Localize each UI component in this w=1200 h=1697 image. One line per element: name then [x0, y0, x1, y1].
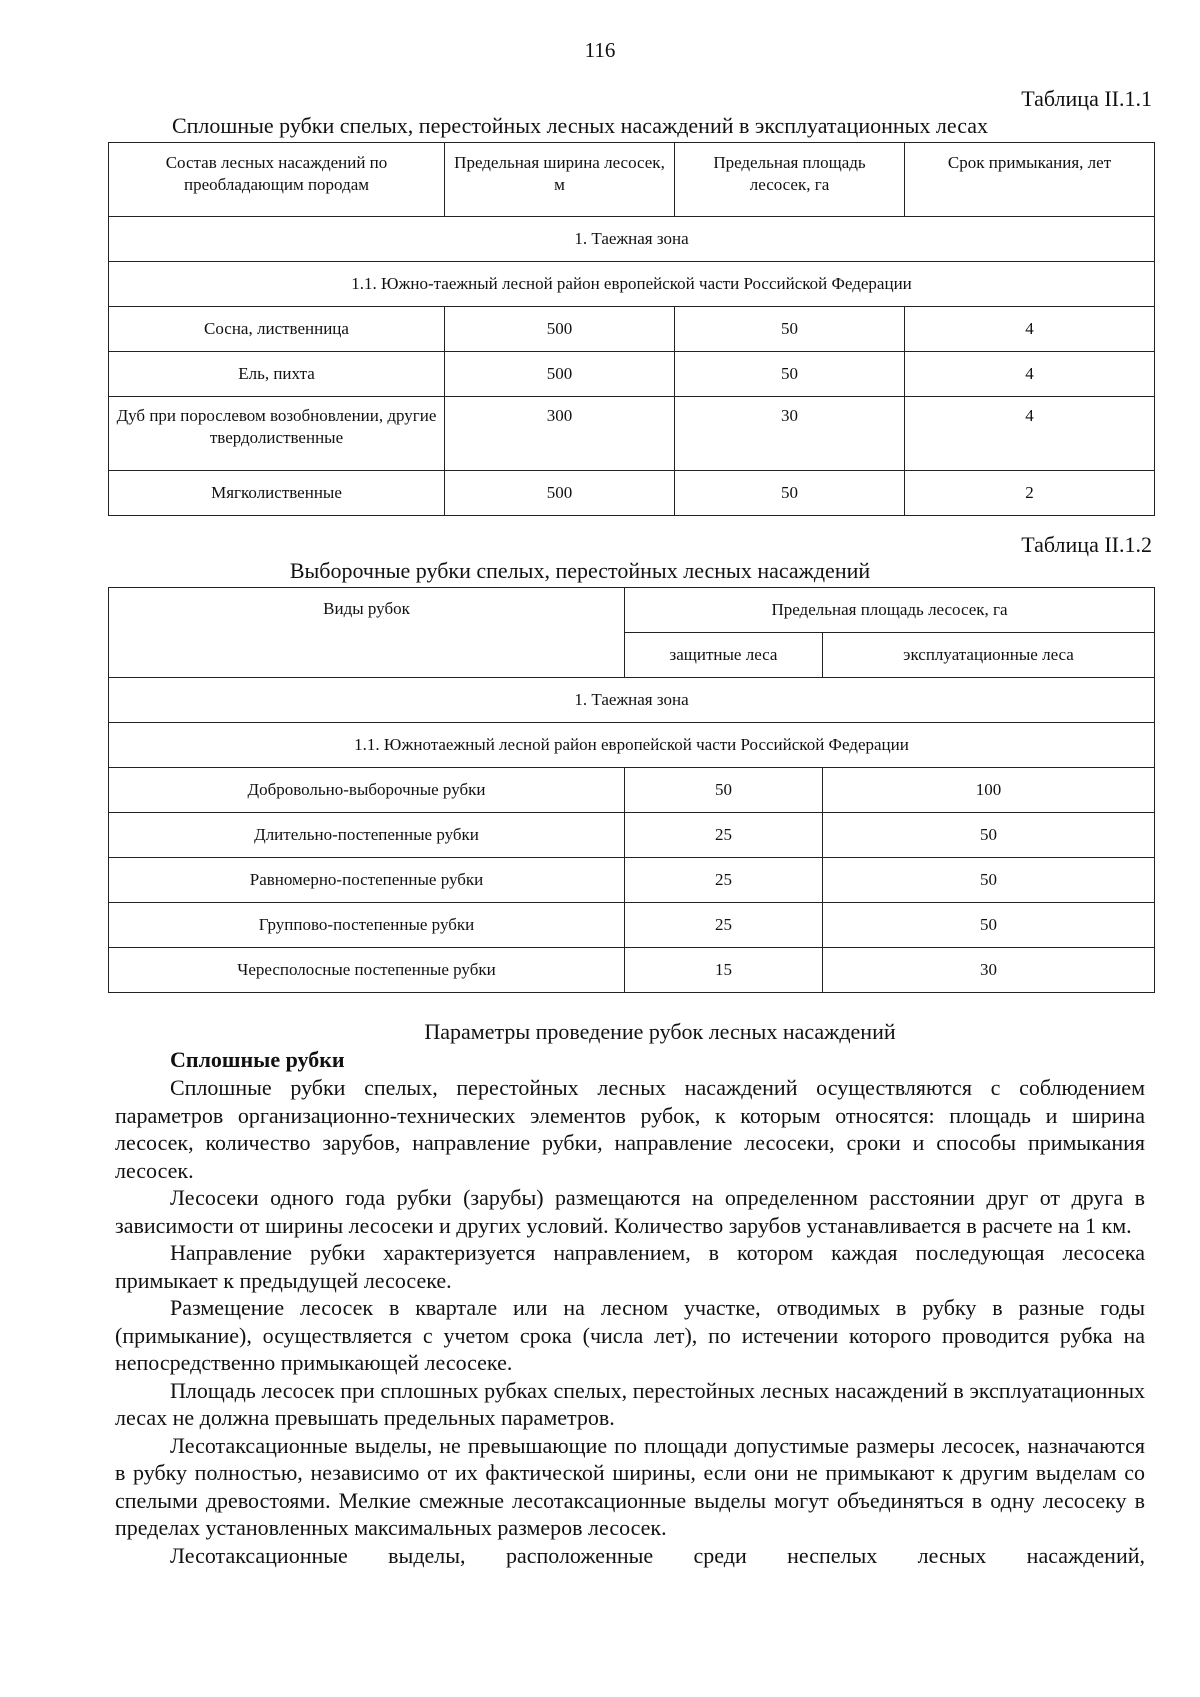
- table-row: [109, 768, 1155, 813]
- cell-cutting-kind: Равномерно-постепенные рубки: [109, 858, 625, 903]
- clear-cutting-table: [108, 142, 1155, 516]
- region-row: [109, 262, 1155, 307]
- cell-production: 100: [823, 768, 1155, 813]
- table-row: [109, 307, 1155, 352]
- table-row: [109, 352, 1155, 397]
- table-row: [109, 903, 1155, 948]
- cell-protective: 15: [625, 948, 823, 993]
- cell-width: 300: [445, 397, 675, 471]
- cell-species: Ель, пихта: [109, 352, 445, 397]
- cell-period: 4: [905, 307, 1155, 352]
- table-row: [109, 471, 1155, 516]
- cell-species: Дуб при порослевом возобновлении, другие твердолиственные: [109, 397, 445, 471]
- cell-area: 50: [675, 352, 905, 397]
- page-number: 116: [584, 38, 616, 62]
- cell-protective: 25: [625, 858, 823, 903]
- subheader-protective-forests: защитные леса: [625, 633, 823, 678]
- selective-cutting-table: [108, 587, 1155, 993]
- cell-species: Сосна, лиственница: [109, 307, 445, 352]
- region-cell: 1.1. Южнотаежный лесной район европейской части Российской Федерации: [109, 723, 1155, 768]
- table1-label: Таблица II.1.1: [1021, 86, 1152, 111]
- subheader-production-forests: эксплуатационные леса: [823, 633, 1155, 678]
- cell-production: 50: [823, 858, 1155, 903]
- table2-title: Выборочные рубки спелых, перестойных лесных насаждений: [289, 558, 871, 583]
- cell-cutting-kind: Добровольно-выборочные рубки: [109, 768, 625, 813]
- header-max-width: Предельная ширина лесосек, м: [445, 143, 675, 217]
- cell-width: 500: [445, 352, 675, 397]
- paragraph: Сплошные рубки спелых, перестойных лесных насаждений осуществляются с соблюдением параметров организационно-технических элементов рубок, к которым относятся: площадь и ширина лесосек, количество зарубов, направление рубки, направление лесосеки, сроки и способы примыкания лесосек.: [115, 1075, 1145, 1183]
- table-row: [109, 397, 1155, 471]
- zone-cell: 1. Таежная зона: [109, 678, 1155, 723]
- zone-cell: 1. Таежная зона: [109, 217, 1155, 262]
- cell-cutting-kind: Группово-постепенные рубки: [109, 903, 625, 948]
- header-composition: Состав лесных насаждений по преобладающим породам: [109, 143, 445, 217]
- cell-species: Мягколиственные: [109, 471, 445, 516]
- cell-area: 30: [675, 397, 905, 471]
- cell-width: 500: [445, 471, 675, 516]
- cell-protective: 50: [625, 768, 823, 813]
- paragraph: Площадь лесосек при сплошных рубках спелых, перестойных лесных насаждений в эксплуатационных лесах не должна превышать предельных параметров.: [115, 1377, 1145, 1430]
- body-text: [115, 1074, 1145, 1569]
- header-max-area: Предельная площадь лесосек, га: [625, 588, 1155, 633]
- zone-row: [109, 217, 1155, 262]
- cell-production: 50: [823, 903, 1155, 948]
- header-max-area: Предельная площадь лесосек, га: [675, 143, 905, 217]
- paragraph: Лесотаксационные выделы, не превышающие по площади допустимые размеры лесосек, назначаются в рубку полностью, независимо от их фактической ширины, если они не примыкают к другим выделам со спелыми древостоями. Мелкие смежные лесотаксационные выделы могут объединяться в одну лесосеку в пределах установленных максимальных размеров лесосек.: [115, 1432, 1145, 1540]
- cell-cutting-kind: Чересполосные постепенные рубки: [109, 948, 625, 993]
- header-adjacency-period: Срок примыкания, лет: [905, 143, 1155, 217]
- table-row: [109, 948, 1155, 993]
- paragraph: Лесосеки одного года рубки (зарубы) размещаются на определенном расстоянии друг от друга в зависимости от ширины лесосеки и других условий. Количество зарубов устанавливается в расчете на 1 км.: [115, 1185, 1145, 1238]
- table-header-row: [109, 588, 1155, 633]
- table-header-row: [109, 143, 1155, 217]
- paragraph: Лесотаксационные выделы, расположенные среди неспелых лесных насаждений,: [170, 1542, 1145, 1568]
- region-row: [109, 723, 1155, 768]
- cell-period: 2: [905, 471, 1155, 516]
- paragraph: Направление рубки характеризуется направлением, в котором каждая последующая лесосека примыкает к предыдущей лесосеке.: [115, 1240, 1145, 1293]
- cell-area: 50: [675, 307, 905, 352]
- table2-label: Таблица II.1.2: [1021, 532, 1152, 557]
- section-title: Параметры проведение рубок лесных насаждений: [424, 1019, 896, 1044]
- zone-row: [109, 678, 1155, 723]
- cell-area: 50: [675, 471, 905, 516]
- cell-production: 50: [823, 813, 1155, 858]
- region-cell: 1.1. Южно-таежный лесной район европейской части Российской Федерации: [109, 262, 1155, 307]
- section-subheading: Сплошные рубки: [170, 1047, 345, 1072]
- table-row: [109, 858, 1155, 903]
- cell-protective: 25: [625, 903, 823, 948]
- table-row: [109, 813, 1155, 858]
- cell-width: 500: [445, 307, 675, 352]
- cell-cutting-kind: Длительно-постепенные рубки: [109, 813, 625, 858]
- cell-protective: 25: [625, 813, 823, 858]
- cell-production: 30: [823, 948, 1155, 993]
- cell-period: 4: [905, 397, 1155, 471]
- cell-period: 4: [905, 352, 1155, 397]
- paragraph: Размещение лесосек в квартале или на лесном участке, отводимых в рубку в разные годы (примыкание), осуществляется с учетом срока (числа лет), по истечении которого проводится рубка на непосредственно примыкающей лесосеке.: [115, 1295, 1145, 1375]
- header-cutting-kinds: Виды рубок: [109, 588, 625, 678]
- table1-title: Сплошные рубки спелых, перестойных лесных насаждений в эксплуатационных лесах: [171, 113, 989, 138]
